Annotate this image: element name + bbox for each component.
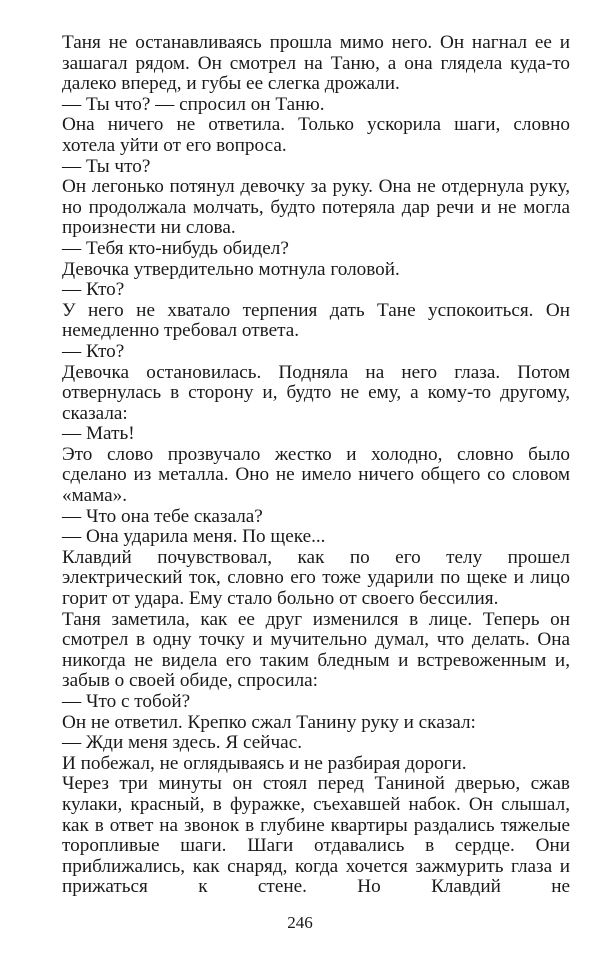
paragraph: И побежал, не оглядываясь и не разбирая дороги. <box>62 752 467 774</box>
paragraph: — Что с тобой? <box>62 691 191 712</box>
paragraph: — Ты что? — спросил он Таню. <box>62 93 325 115</box>
paragraph: — Кто? <box>62 279 125 301</box>
page-text <box>62 33 570 898</box>
paragraph: — Кто? <box>62 340 125 362</box>
paragraph: Это слово прозвучало жестко и холодно, словно было сделано из металла. Оно не имело ничего общего со словом «мама». <box>62 443 570 507</box>
paragraph: Таня не останавливаясь прошла мимо него. Он нагнал ее и зашагал рядом. Он смотрел на Таню, а она глядела куда-то далеко вперед, и губы ее слегка дрожали. <box>62 32 570 95</box>
paragraph: — Мать! <box>62 423 135 445</box>
page-number: 246 <box>287 913 313 932</box>
paragraph: — Жди меня здесь. Я сейчас. <box>62 732 303 754</box>
paragraph: Девочка утвердительно мотнула головой. <box>62 258 400 280</box>
paragraph: — Ты что? <box>62 155 151 177</box>
paragraph: Она ничего не ответила. Только ускорила шаги, словно хотела уйти от его вопроса. <box>62 114 570 156</box>
paragraph: — Тебя кто-нибудь обидел? <box>62 237 289 259</box>
paragraph: Через три минуты он стоял перед Таниной дверью, сжав кулаки, красный, в фуражке, съехавшей набок. Он слышал, как в ответ на звонок в глубине квартиры раздались тяжелые торопливые шаги. Шаги отдавались в сердце. Они приближались, как снаряд, когда хочется зажмурить глаза и прижаться к стене. Но Клавдий не <box>62 773 570 898</box>
paragraph: У него не хватало терпения дать Тане успокоиться. Он немедленно требовал ответа. <box>62 299 570 342</box>
paragraph: Он не ответил. Крепко сжал Танину руку и сказал: <box>62 711 476 733</box>
paragraph: Таня заметила, как ее друг изменился в лице. Теперь он смотрел в одну точку и мучительно думал, что делать. Она никогда не видела его таким бледным и встревоженным и, забыв о своей обиде, спросила: <box>62 608 570 692</box>
paragraph: Девочка остановилась. Подняла на него глаза. Потом отвернулась в сторону и, будто не ему, а кому-то другому, сказала: <box>62 361 570 424</box>
paragraph: — Что она тебе сказала? <box>62 505 263 527</box>
paragraph: Клавдий почувствовал, как по его телу прошел электрический ток, словно его тоже ударили по щеке и лицо горит от удара. Ему стало больно от своего бессилия. <box>62 546 570 610</box>
paragraph: — Она ударила меня. По щеке... <box>62 526 326 548</box>
paragraph: Он легонько потянул девочку за руку. Она не отдернула руку, но продолжала молчать, будто потеряла дар речи и не могла произнести ни слова. <box>62 176 570 239</box>
